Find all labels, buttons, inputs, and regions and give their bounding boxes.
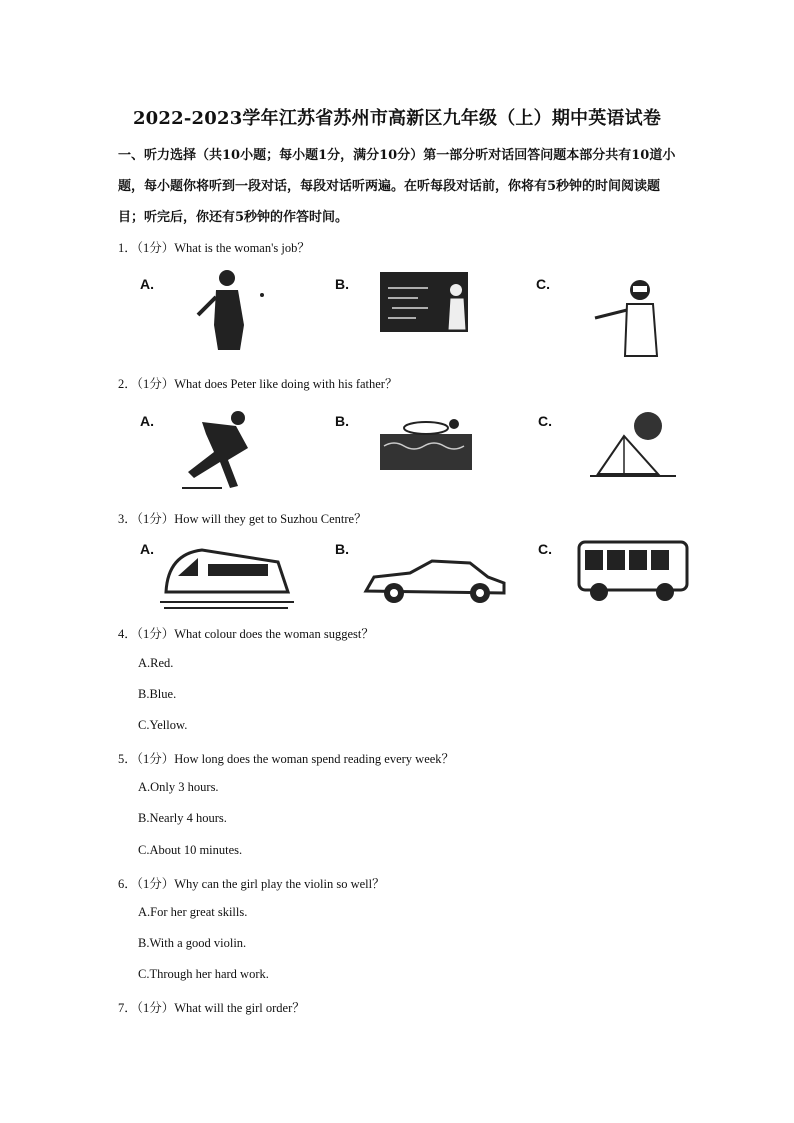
woman-standing-icon bbox=[190, 265, 270, 355]
question-6: 6．（1分）Why can the girl play the violin so well？ bbox=[118, 877, 385, 891]
swimmer-icon bbox=[376, 410, 476, 474]
q5-option-c: C.About 10 minutes. bbox=[138, 843, 243, 857]
question-2: 2．（1分）What does Peter like doing with his father？ bbox=[118, 377, 398, 391]
q3-option-c-label: C. bbox=[538, 541, 552, 557]
q6-option-a: A.For her great skills. bbox=[138, 905, 248, 919]
q4-option-c: C.Yellow. bbox=[138, 718, 188, 732]
q2-option-a-label: A. bbox=[140, 413, 154, 429]
question-7: 7．（1分）What will the girl order？ bbox=[118, 1001, 305, 1015]
teacher-blackboard-icon bbox=[378, 268, 470, 334]
question-4: 4．（1分）What colour does the woman suggest？ bbox=[118, 627, 374, 641]
car-icon bbox=[360, 555, 508, 607]
q6-option-c: C.Through her hard work. bbox=[138, 967, 269, 981]
q4-option-b: B.Blue. bbox=[138, 687, 177, 701]
q3-option-b-label: B. bbox=[335, 541, 349, 557]
page-title: 2022-2023学年江苏省苏州市高新区九年级（上）期中英语试卷 bbox=[132, 108, 662, 129]
question-5: 5．（1分）How long does the woman spend reading every week？ bbox=[118, 752, 455, 766]
q6-option-b: B.With a good violin. bbox=[138, 936, 247, 950]
section-heading: 一、听力选择（共10小题；每小题1分，满分10分）第一部分听对话回答问题本部分共有10道小题，每小题你将听到一段对话，每段对话听两遍。在听每段对话前，你将有5秒钟的时间阅读题目；听完后，你还有5秒钟的作答时间。 bbox=[118, 148, 676, 225]
doctor-icon bbox=[585, 270, 675, 358]
q2-option-c-label: C. bbox=[538, 413, 552, 429]
question-3: 3．（1分）How will they get to Suzhou Centre？ bbox=[118, 512, 367, 526]
q1-option-b-label: B. bbox=[335, 276, 349, 292]
question-1: 1．（1分）What is the woman's job？ bbox=[118, 241, 310, 255]
q1-option-c-label: C. bbox=[536, 276, 550, 292]
q5-option-b: B.Nearly 4 hours. bbox=[138, 811, 227, 825]
q5-option-a: A.Only 3 hours. bbox=[138, 780, 219, 794]
tent-camping-icon bbox=[588, 408, 678, 480]
q1-option-a-label: A. bbox=[140, 276, 154, 292]
skater-icon bbox=[178, 408, 278, 492]
train-icon bbox=[158, 542, 298, 612]
q3-option-a-label: A. bbox=[140, 541, 154, 557]
q4-option-a: A.Red. bbox=[138, 656, 174, 670]
q2-option-b-label: B. bbox=[335, 413, 349, 429]
bus-icon bbox=[575, 538, 693, 604]
